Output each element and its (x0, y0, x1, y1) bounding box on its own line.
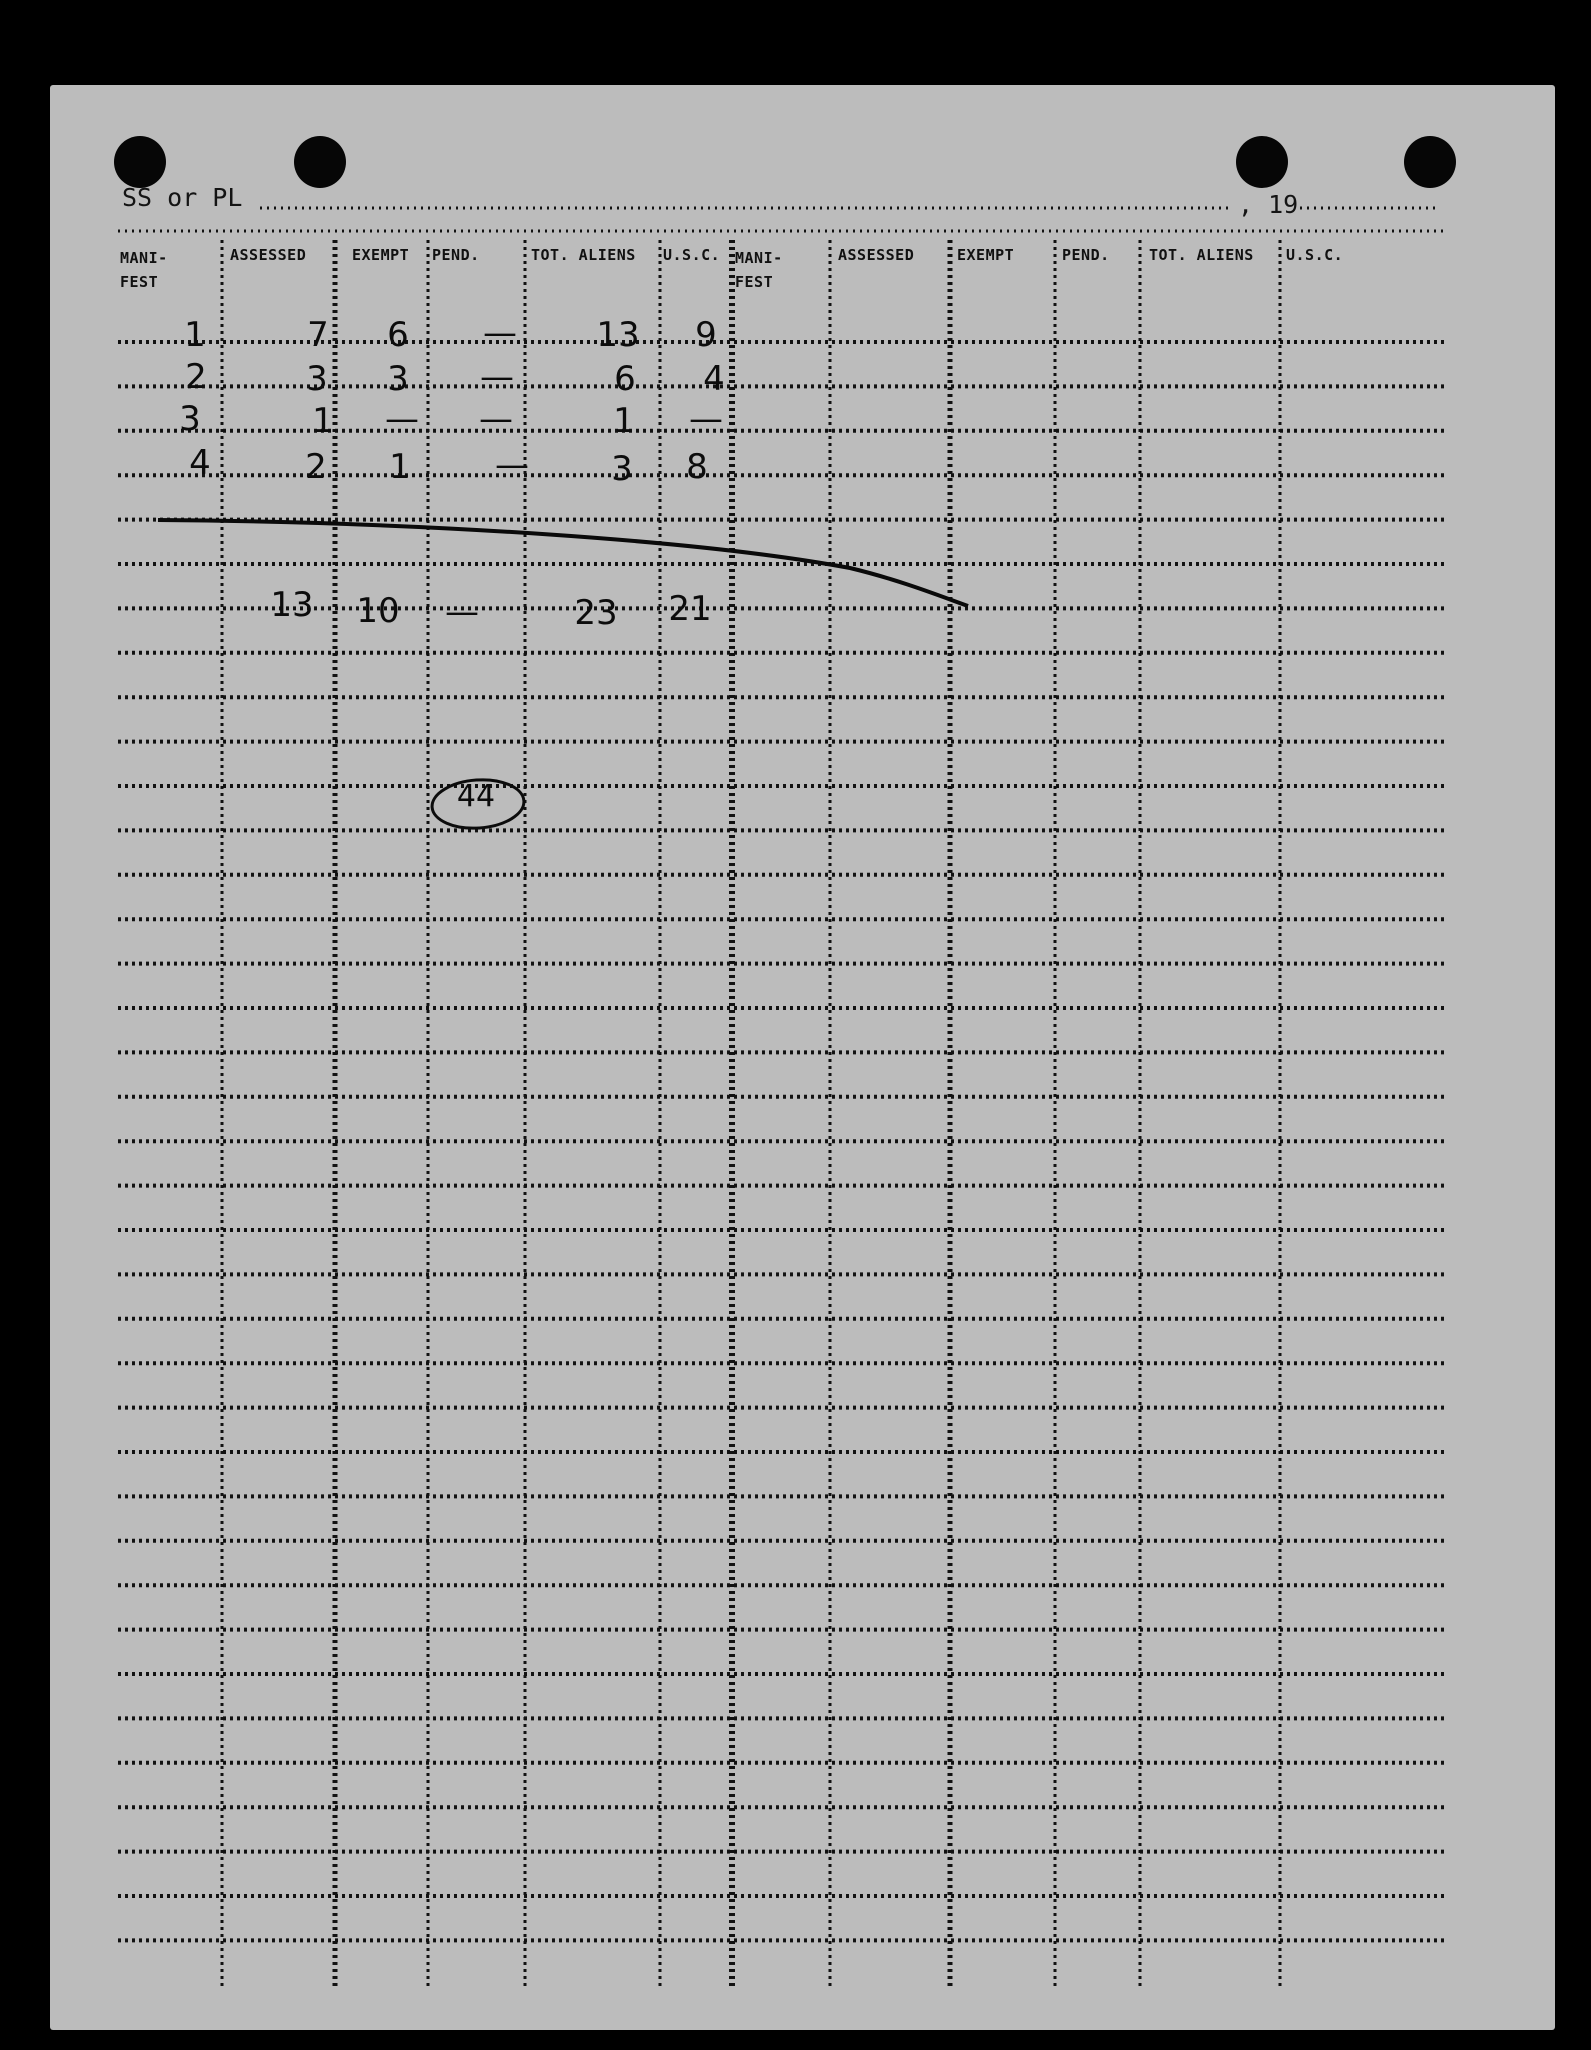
cell-exempt: 3 (387, 359, 409, 399)
cell-assessed: 2 (305, 447, 327, 487)
cell-pend: — (480, 357, 514, 397)
cell-exempt: 1 (389, 447, 411, 487)
cell-usc: 9 (695, 315, 717, 355)
col-head-tot-aliens: TOT. ALIENS (531, 246, 636, 264)
cell-pend: — (495, 445, 529, 485)
cell-manifest: 1 (184, 315, 206, 355)
total-usc: 21 (668, 589, 712, 629)
col-head-usc-2: U.S.C. (1286, 246, 1344, 264)
total-tot-aliens: 23 (574, 593, 618, 633)
cell-tot-aliens: 1 (613, 401, 635, 441)
circled-total: 44 (456, 779, 496, 814)
col-head-tot-aliens-2: TOT. ALIENS (1149, 246, 1254, 264)
cell-assessed: 1 (312, 401, 334, 441)
cell-manifest: 3 (179, 399, 201, 439)
cell-manifest: 4 (189, 443, 211, 483)
total-assessed: 13 (270, 585, 314, 625)
cell-tot-aliens: 3 (611, 449, 633, 489)
total-pend: — (445, 592, 479, 632)
cell-usc: 8 (686, 447, 708, 487)
cell-exempt: — (385, 399, 419, 439)
vessel-label: SS or PL (122, 183, 243, 212)
cell-tot-aliens: 6 (614, 359, 636, 399)
col-head-pend: PEND. (432, 246, 480, 264)
col-head-pend-2: PEND. (1062, 246, 1110, 264)
cell-tot-aliens: 13 (596, 315, 640, 355)
cell-assessed: 7 (307, 315, 329, 355)
cell-usc: 4 (703, 359, 725, 399)
year-prefix: , 19 (1238, 190, 1299, 219)
total-exempt: 10 (356, 591, 400, 631)
col-head-assessed-2: ASSESSED (838, 246, 915, 264)
col-head-usc: U.S.C. (663, 246, 721, 264)
cell-usc: — (689, 399, 723, 439)
col-head-exempt-2: EXEMPT (957, 246, 1015, 264)
cell-assessed: 3 (306, 359, 328, 399)
cell-exempt: 6 (387, 315, 409, 355)
cell-pend: — (483, 313, 517, 353)
cell-pend: — (479, 399, 513, 439)
col-head-manifest-2: MANI- FEST (735, 249, 783, 291)
col-head-assessed: ASSESSED (230, 246, 307, 264)
col-head-exempt: EXEMPT (352, 246, 410, 264)
cell-manifest: 2 (185, 357, 207, 397)
col-head-manifest: MANI- FEST (120, 249, 168, 291)
